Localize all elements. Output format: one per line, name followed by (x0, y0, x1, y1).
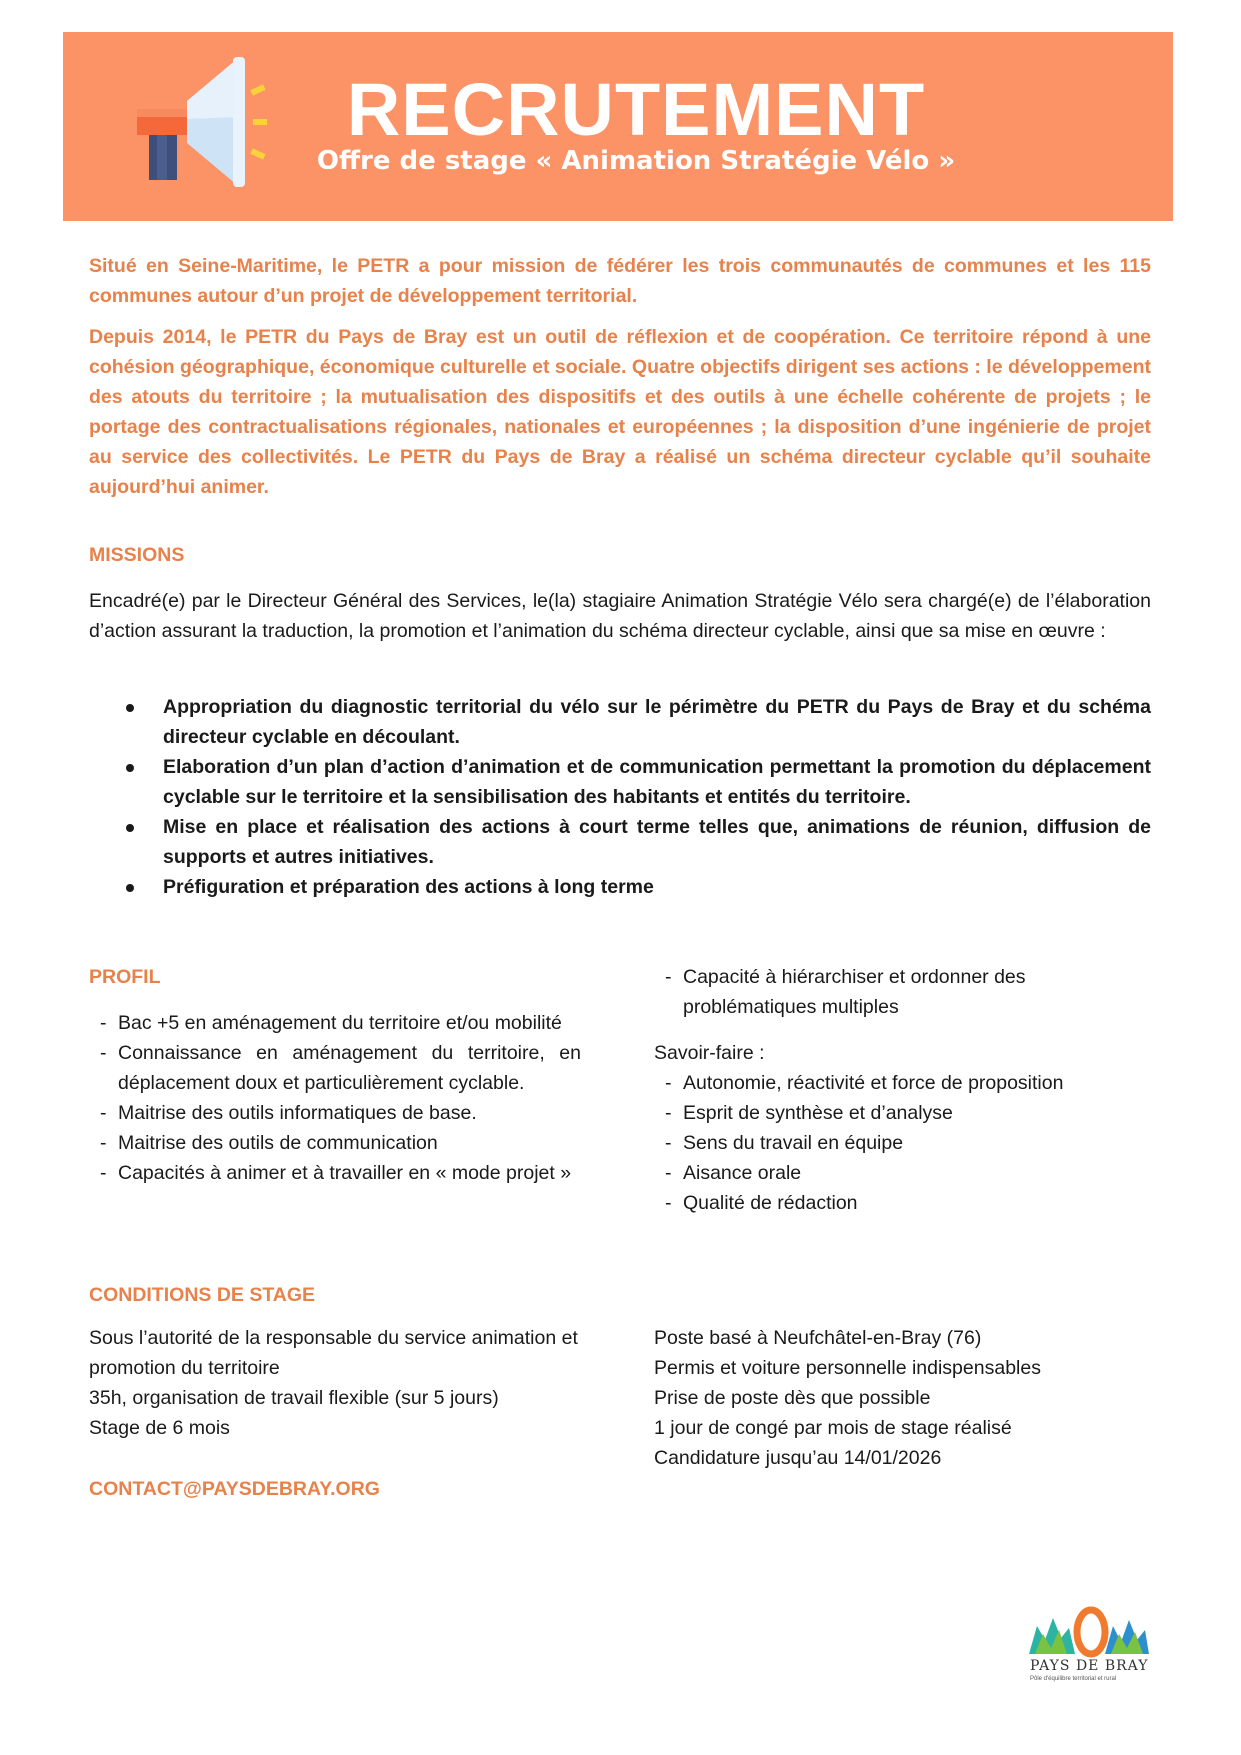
profil-list (89, 1008, 581, 1188)
contact-email-link[interactable]: CONTACT@PAYSDEBRAY.ORG (89, 1478, 380, 1500)
list-item: - Maitrise des outils de communication (100, 1132, 438, 1154)
page-subtitle: Offre de stage « Animation Stratégie Vélo » (316, 146, 956, 176)
profil-heading: PROFIL (89, 966, 161, 988)
list-item: - Maitrise des outils informatiques de base. (100, 1102, 477, 1124)
list-item: Appropriation du diagnostic territorial du vélo sur le périmètre du PETR du Pays de Bray et du schéma directeur cyclable en découlant. (89, 692, 1151, 752)
savoir-faire-label: Savoir-faire : (654, 1042, 765, 1064)
list-item: - Esprit de synthèse et d’analyse (665, 1102, 953, 1124)
header-banner (63, 32, 1173, 221)
list-item: - Aisance orale (665, 1162, 802, 1184)
conditions-heading: CONDITIONS DE STAGE (89, 1284, 316, 1306)
condition-item: 1 jour de congé par mois de stage réalisé (654, 1417, 1012, 1439)
intro-paragraph-2: Depuis 2014, le PETR du Pays de Bray est un outil de réflexion et de coopération. Ce territoire répond à une cohésion géographique, économique culturelle et sociale. Quatre objectifs dirigent ses actions : le développement des atouts du territoire ; la mutualisation des dispositifs et des outils à une échelle cohérente de projets ; le portage des contractualisations régionales, nationales et européennes ; la disposition d’une ingénierie de projet au service des collectivités. Le PETR du Pays de Bray a réalisé un schéma directeur cyclable qu’il souhaite aujourd’hui animer. (89, 326, 1151, 498)
list-item: - Bac +5 en aménagement du territoire et/ou mobilité (100, 1012, 562, 1034)
list-item: - Capacité à hiérarchiser et ordonner des problématiques multiples (665, 966, 1026, 1018)
condition-item: Candidature jusqu’au 14/01/2026 (654, 1447, 942, 1469)
condition-item: Poste basé à Neufchâtel-en-Bray (76) (654, 1327, 982, 1349)
list-item: - Capacités à animer et à travailler en « mode projet » (100, 1162, 572, 1184)
missions-list (89, 692, 1151, 902)
logo-name: PAYS DE BRAY (1030, 1658, 1149, 1674)
conditions-right (654, 1323, 1154, 1473)
missions-text: Encadré(e) par le Directeur Général des Services, le(la) stagiaire Animation Stratégie Vélo sera chargé(e) de l’élaboration d’action assurant la traduction, la promotion et l’animation du schéma directeur cyclable, ainsi que sa mise en œuvre : (89, 590, 1151, 642)
list-item: - Sens du travail en équipe (665, 1132, 904, 1154)
list-item: Préfiguration et préparation des actions à long terme (89, 872, 1151, 902)
list-item: - Qualité de rédaction (665, 1192, 858, 1214)
condition-item: Permis et voiture personnelle indispensables (654, 1357, 1041, 1379)
list-item: Mise en place et réalisation des actions à court terme telles que, animations de réunion, diffusion de supports et autres initiatives. (89, 812, 1151, 872)
missions-heading: MISSIONS (89, 544, 185, 566)
profil-right-list (654, 962, 1084, 1022)
conditions-left (89, 1323, 589, 1443)
savoir-faire-list (654, 1068, 1154, 1218)
list-item: Elaboration d’un plan d’action d’animation et de communication permettant la promotion du déplacement cyclable sur le territoire et la sensibilisation des habitants et entités du territoire. (89, 752, 1151, 812)
condition-item: Sous l’autorité de la responsable du service animation et promotion du territoire (89, 1327, 578, 1379)
intro-paragraph-1: Situé en Seine-Maritime, le PETR a pour mission de fédérer les trois communautés de communes et les 115 communes autour d’un projet de développement territorial. (89, 255, 1151, 307)
condition-item: 35h, organisation de travail flexible (sur 5 jours) (89, 1387, 499, 1409)
condition-item: Stage de 6 mois (89, 1417, 230, 1439)
page-title: RECRUTEMENT (346, 68, 926, 151)
list-item: - Autonomie, réactivité et force de proposition (665, 1072, 1064, 1094)
list-item: - Connaissance en aménagement du territoire, en déplacement doux et particulièrement cyclable. (100, 1042, 581, 1094)
logo-tagline: Pôle d'équilibre territorial et rural (1030, 1676, 1117, 1682)
condition-item: Prise de poste dès que possible (654, 1387, 931, 1409)
